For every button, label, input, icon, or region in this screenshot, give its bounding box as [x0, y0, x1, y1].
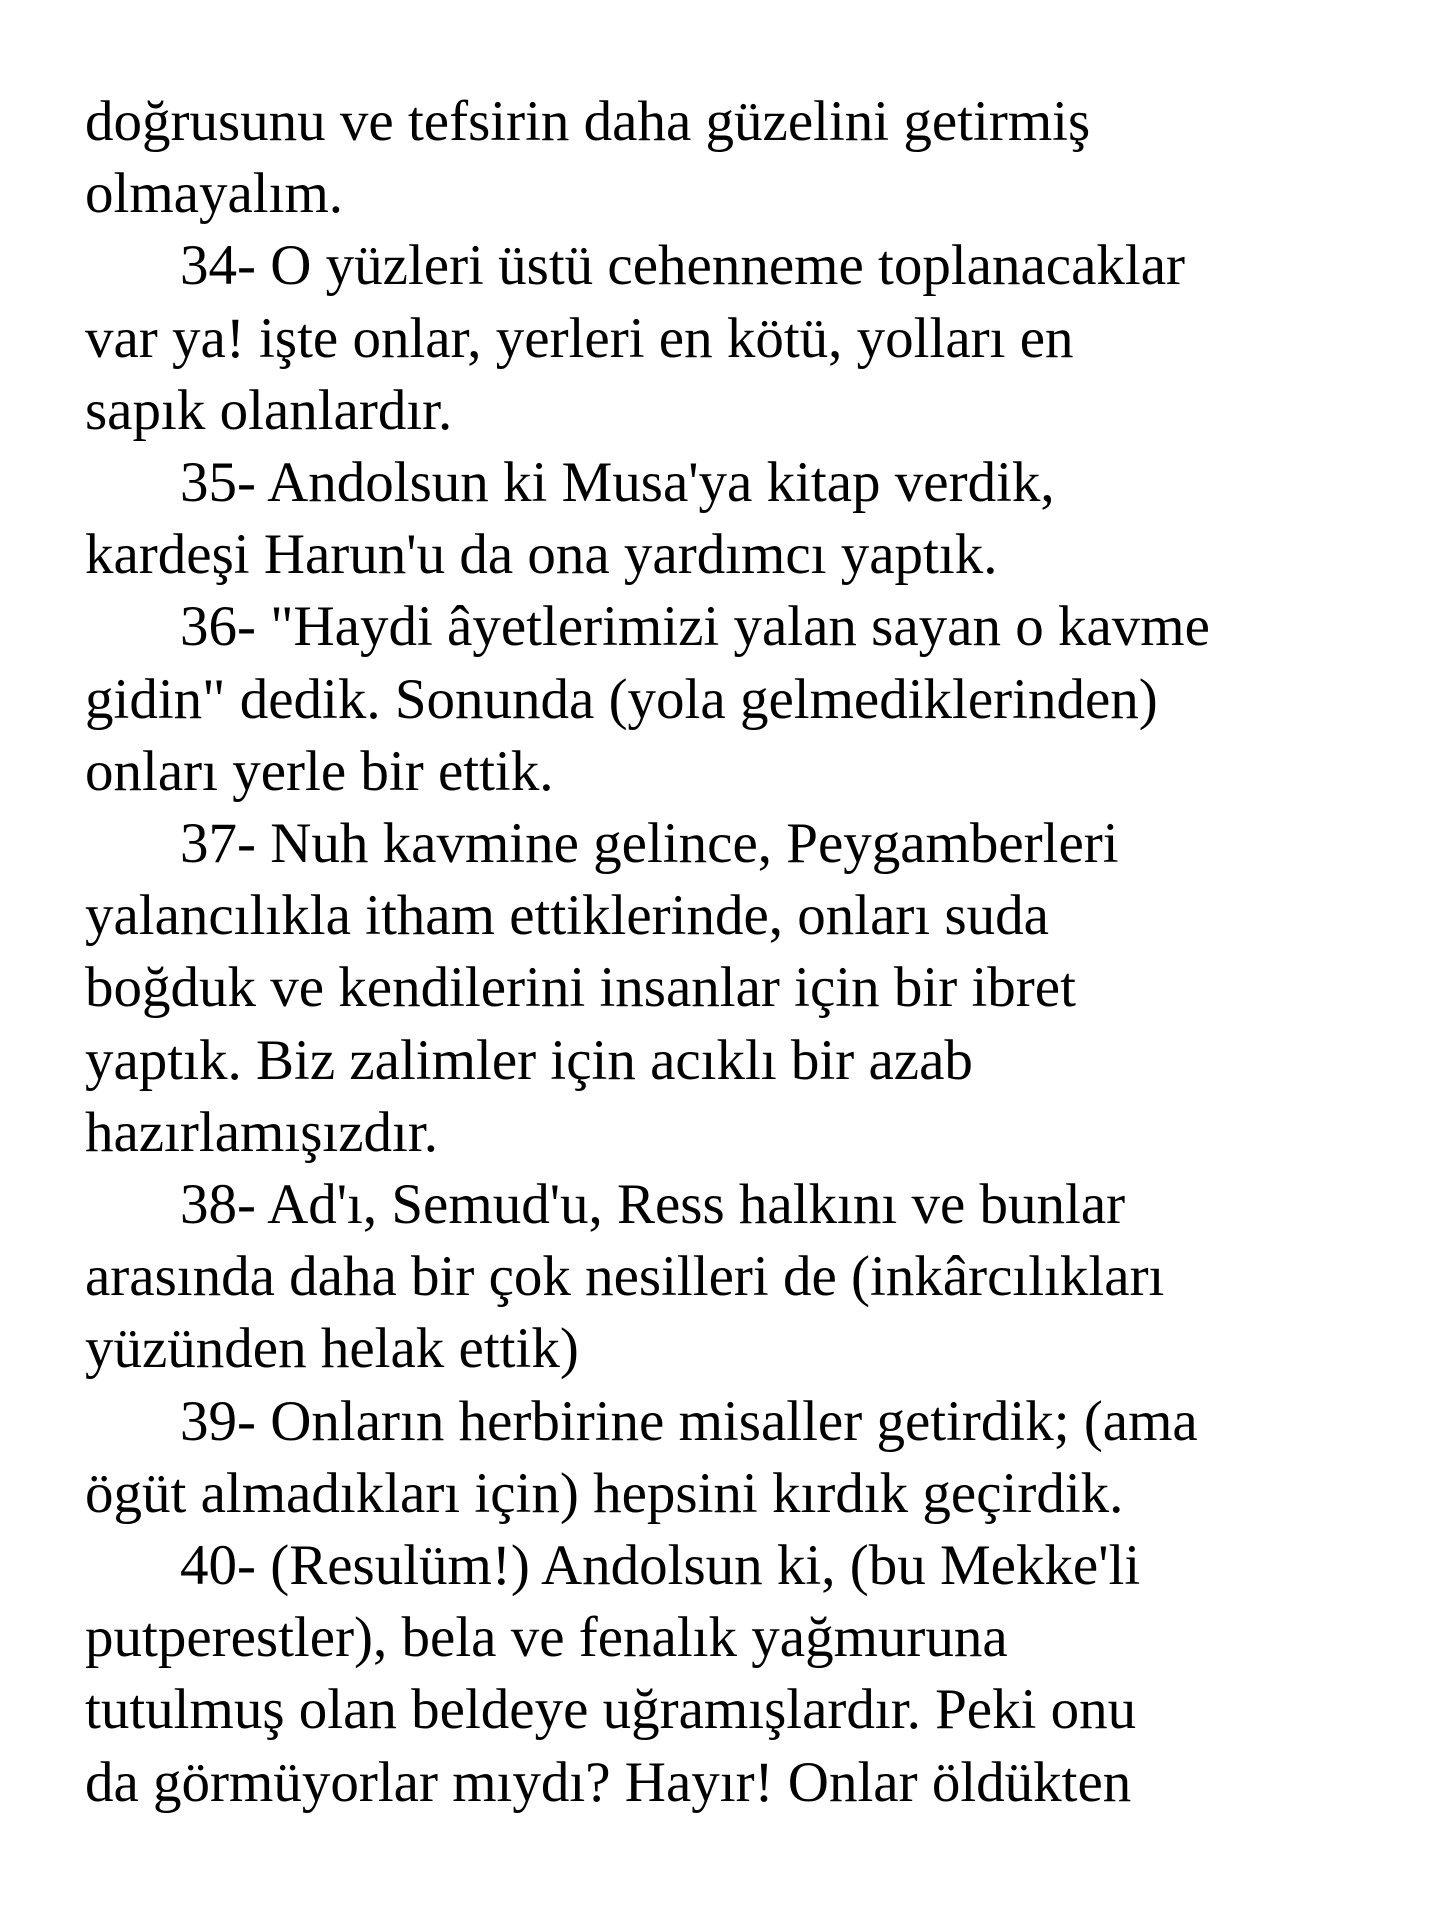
document-page [85, 86, 1405, 1819]
text-line: hazırlamışızdır. [85, 1100, 438, 1164]
verse-38 [85, 1169, 1405, 1386]
text-line: olmayalım. [85, 162, 344, 226]
verse-35 [85, 447, 1405, 591]
verse-40 [85, 1530, 1405, 1819]
text-line: arasında daha bir çok nesilleri de (inkârcılıkları [85, 1245, 1165, 1309]
text-line: doğrusunu ve tefsirin daha güzelini getirmiş [85, 90, 1091, 153]
verse-36 [85, 591, 1405, 808]
text-line: var ya! işte onlar, yerleri en kötü, yolları en [85, 306, 1074, 370]
text-line: sapık olanlardır. [85, 378, 453, 442]
text-line: gidin" dedik. Sonunda (yola gelmediklerinden) [85, 667, 1158, 731]
text-line: tutulmuş olan beldeye uğramışlardır. Peki onu [85, 1678, 1137, 1742]
text-line: 34- O yüzleri üstü cehenneme toplanacaklar [180, 234, 1185, 298]
verse-34 [85, 230, 1405, 447]
text-line: kardeşi Harun'u da ona yardımcı yaptık. [85, 523, 998, 587]
text-line: putperestler), bela ve fenalık yağmuruna [85, 1606, 1008, 1670]
text-line: 39- Onların herbirine misaller getirdik; (ama [180, 1389, 1198, 1453]
text-line: 37- Nuh kavmine gelince, Peygamberleri [180, 812, 1119, 876]
verse-37 [85, 808, 1405, 1169]
text-line: yalancılıkla itham ettiklerinde, onları suda [85, 884, 1049, 948]
text-line: 40- (Resulüm!) Andolsun ki, (bu Mekke'li [180, 1534, 1141, 1598]
text-line: boğduk ve kendilerini insanlar için bir ibret [85, 956, 1076, 1020]
text-line: 36- "Haydi âyetlerimizi yalan sayan o kavme [180, 595, 1210, 659]
text-line: yüzünden helak ettik) [85, 1317, 579, 1381]
text-line: 38- Ad'ı, Semud'u, Ress halkını ve bunlar [180, 1173, 1126, 1237]
text-line: yaptık. Biz zalimler için acıklı bir azab [85, 1028, 973, 1092]
text-line: onları yerle bir ettik. [85, 739, 554, 803]
text-line: 35- Andolsun ki Musa'ya kitap verdik, [180, 451, 1055, 515]
paragraph-continuation [85, 86, 1405, 230]
text-line: da görmüyorlar mıydı? Hayır! Onlar öldükten [85, 1750, 1132, 1814]
verse-39 [85, 1386, 1405, 1530]
text-line: ögüt almadıkları için) hepsini kırdık geçirdik. [85, 1461, 1124, 1525]
